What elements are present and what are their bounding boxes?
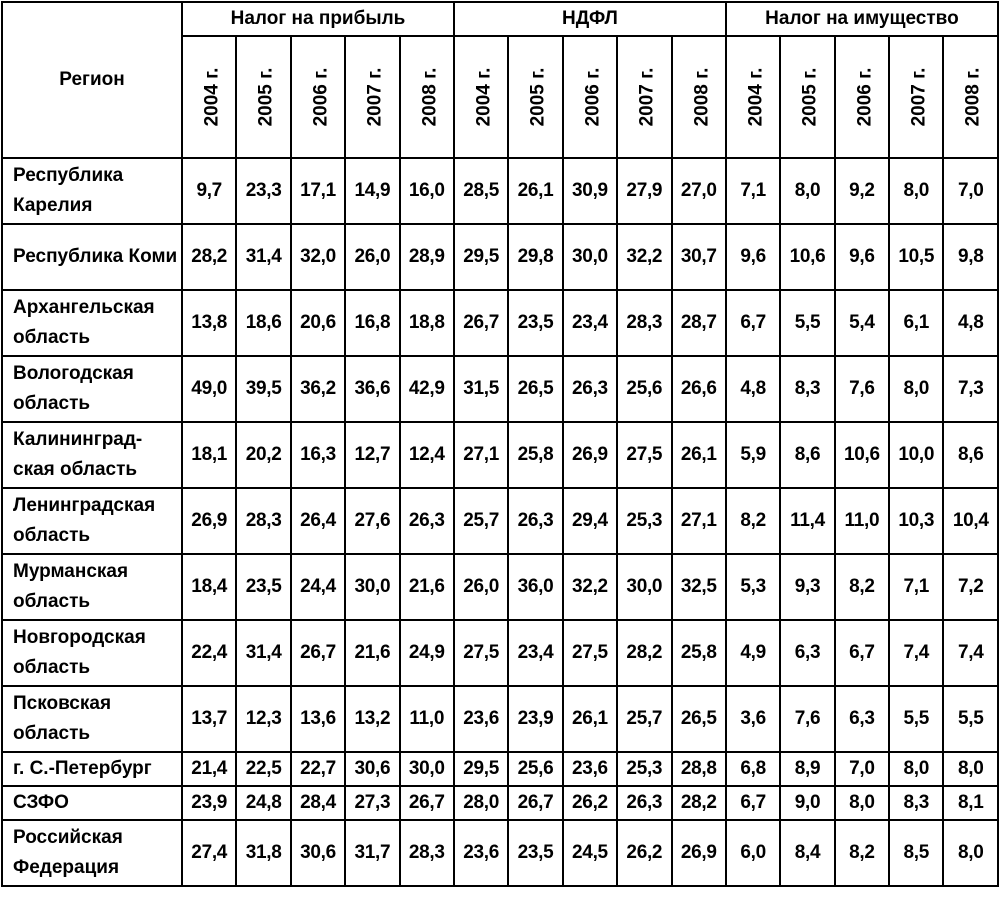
- value-cell: 11,4: [780, 488, 834, 554]
- group-header-ndfl: НДФЛ: [454, 2, 726, 36]
- table-row: [2, 224, 998, 290]
- value-cell: 16,3: [291, 422, 345, 488]
- year-label: 2007 г.: [364, 67, 386, 127]
- value-cell: 27,9: [617, 158, 671, 224]
- value-cell: 20,6: [291, 290, 345, 356]
- value-cell: 30,0: [345, 554, 399, 620]
- year-label: 2006 г.: [310, 67, 332, 127]
- value-cell: 28,2: [182, 224, 236, 290]
- value-cell: 8,5: [889, 820, 943, 886]
- year-header: [236, 36, 290, 158]
- value-cell: 11,0: [400, 686, 454, 752]
- value-cell: 26,7: [454, 290, 508, 356]
- value-cell: 30,0: [563, 224, 617, 290]
- table-row: [2, 356, 998, 422]
- value-cell: 30,7: [672, 224, 726, 290]
- value-cell: 31,4: [236, 224, 290, 290]
- value-cell: 21,4: [182, 752, 236, 786]
- value-cell: 5,9: [726, 422, 780, 488]
- value-cell: 30,0: [400, 752, 454, 786]
- value-cell: 27,5: [563, 620, 617, 686]
- value-cell: 13,2: [345, 686, 399, 752]
- value-cell: 24,5: [563, 820, 617, 886]
- region-cell: г. С.-Петербург: [2, 752, 182, 786]
- value-cell: 8,6: [780, 422, 834, 488]
- value-cell: 26,5: [508, 356, 562, 422]
- value-cell: 4,8: [726, 356, 780, 422]
- value-cell: 8,1: [943, 786, 998, 820]
- table-row: [2, 488, 998, 554]
- year-header: [563, 36, 617, 158]
- table-row: [2, 620, 998, 686]
- value-cell: 18,6: [236, 290, 290, 356]
- value-cell: 36,2: [291, 356, 345, 422]
- value-cell: 6,3: [835, 686, 889, 752]
- value-cell: 27,1: [672, 488, 726, 554]
- value-cell: 8,2: [835, 820, 889, 886]
- value-cell: 8,0: [835, 786, 889, 820]
- value-cell: 8,2: [726, 488, 780, 554]
- value-cell: 23,4: [563, 290, 617, 356]
- value-cell: 8,6: [943, 422, 998, 488]
- value-cell: 9,6: [835, 224, 889, 290]
- value-cell: 27,1: [454, 422, 508, 488]
- value-cell: 16,8: [345, 290, 399, 356]
- value-cell: 8,9: [780, 752, 834, 786]
- year-header: [291, 36, 345, 158]
- value-cell: 26,9: [182, 488, 236, 554]
- year-label: 2004 г.: [745, 67, 767, 127]
- value-cell: 31,8: [236, 820, 290, 886]
- value-cell: 7,6: [780, 686, 834, 752]
- value-cell: 25,7: [617, 686, 671, 752]
- value-cell: 6,1: [889, 290, 943, 356]
- value-cell: 26,3: [563, 356, 617, 422]
- value-cell: 23,5: [508, 290, 562, 356]
- value-cell: 14,9: [345, 158, 399, 224]
- value-cell: 32,5: [672, 554, 726, 620]
- region-cell: Вологодская область: [2, 356, 182, 422]
- value-cell: 42,9: [400, 356, 454, 422]
- value-cell: 8,0: [943, 752, 998, 786]
- header-group-row: [2, 2, 998, 36]
- value-cell: 4,8: [943, 290, 998, 356]
- region-column-header: Регион: [2, 2, 182, 158]
- value-cell: 49,0: [182, 356, 236, 422]
- value-cell: 26,6: [672, 356, 726, 422]
- value-cell: 23,3: [236, 158, 290, 224]
- value-cell: 26,3: [617, 786, 671, 820]
- year-header: [943, 36, 998, 158]
- table-row: [2, 820, 998, 886]
- value-cell: 8,0: [889, 356, 943, 422]
- value-cell: 25,8: [672, 620, 726, 686]
- value-cell: 32,0: [291, 224, 345, 290]
- value-cell: 5,5: [943, 686, 998, 752]
- value-cell: 39,5: [236, 356, 290, 422]
- value-cell: 10,6: [835, 422, 889, 488]
- value-cell: 8,3: [889, 786, 943, 820]
- value-cell: 10,3: [889, 488, 943, 554]
- value-cell: 18,4: [182, 554, 236, 620]
- table-body: [2, 158, 998, 886]
- value-cell: 25,6: [617, 356, 671, 422]
- region-cell: Республика Карелия: [2, 158, 182, 224]
- value-cell: 32,2: [617, 224, 671, 290]
- value-cell: 26,0: [345, 224, 399, 290]
- year-label: 2005 г.: [255, 67, 277, 127]
- value-cell: 25,7: [454, 488, 508, 554]
- value-cell: 28,3: [236, 488, 290, 554]
- value-cell: 8,3: [780, 356, 834, 422]
- value-cell: 10,6: [780, 224, 834, 290]
- table-row: [2, 158, 998, 224]
- value-cell: 10,5: [889, 224, 943, 290]
- region-cell: СЗФО: [2, 786, 182, 820]
- value-cell: 7,3: [943, 356, 998, 422]
- value-cell: 12,7: [345, 422, 399, 488]
- value-cell: 18,1: [182, 422, 236, 488]
- value-cell: 30,6: [291, 820, 345, 886]
- value-cell: 9,6: [726, 224, 780, 290]
- value-cell: 9,3: [780, 554, 834, 620]
- value-cell: 12,4: [400, 422, 454, 488]
- value-cell: 3,6: [726, 686, 780, 752]
- value-cell: 13,7: [182, 686, 236, 752]
- value-cell: 7,2: [943, 554, 998, 620]
- value-cell: 23,5: [508, 820, 562, 886]
- value-cell: 26,1: [563, 686, 617, 752]
- value-cell: 36,0: [508, 554, 562, 620]
- year-header: [400, 36, 454, 158]
- value-cell: 32,2: [563, 554, 617, 620]
- value-cell: 30,9: [563, 158, 617, 224]
- value-cell: 13,8: [182, 290, 236, 356]
- value-cell: 24,8: [236, 786, 290, 820]
- value-cell: 28,5: [454, 158, 508, 224]
- value-cell: 9,2: [835, 158, 889, 224]
- value-cell: 22,4: [182, 620, 236, 686]
- value-cell: 26,9: [672, 820, 726, 886]
- value-cell: 28,3: [400, 820, 454, 886]
- value-cell: 4,9: [726, 620, 780, 686]
- year-header: [454, 36, 508, 158]
- value-cell: 31,4: [236, 620, 290, 686]
- region-cell: Архангельская область: [2, 290, 182, 356]
- table-row: [2, 554, 998, 620]
- value-cell: 29,5: [454, 752, 508, 786]
- value-cell: 26,3: [508, 488, 562, 554]
- value-cell: 21,6: [345, 620, 399, 686]
- year-header: [726, 36, 780, 158]
- value-cell: 26,7: [400, 786, 454, 820]
- year-label: 2006 г.: [582, 67, 604, 127]
- value-cell: 17,1: [291, 158, 345, 224]
- value-cell: 31,7: [345, 820, 399, 886]
- region-cell: Мурманская область: [2, 554, 182, 620]
- value-cell: 26,1: [508, 158, 562, 224]
- table-row: [2, 422, 998, 488]
- value-cell: 7,4: [943, 620, 998, 686]
- value-cell: 24,4: [291, 554, 345, 620]
- value-cell: 26,0: [454, 554, 508, 620]
- value-cell: 30,6: [345, 752, 399, 786]
- value-cell: 9,0: [780, 786, 834, 820]
- year-label: 2007 г.: [908, 67, 930, 127]
- value-cell: 26,1: [672, 422, 726, 488]
- year-header: [672, 36, 726, 158]
- value-cell: 7,1: [889, 554, 943, 620]
- value-cell: 36,6: [345, 356, 399, 422]
- value-cell: 23,5: [236, 554, 290, 620]
- value-cell: 25,8: [508, 422, 562, 488]
- value-cell: 8,0: [780, 158, 834, 224]
- value-cell: 7,0: [835, 752, 889, 786]
- region-cell: Новгородская область: [2, 620, 182, 686]
- value-cell: 26,4: [291, 488, 345, 554]
- value-cell: 28,8: [672, 752, 726, 786]
- value-cell: 30,0: [617, 554, 671, 620]
- value-cell: 6,7: [835, 620, 889, 686]
- value-cell: 16,0: [400, 158, 454, 224]
- value-cell: 23,6: [563, 752, 617, 786]
- year-header: [780, 36, 834, 158]
- value-cell: 9,8: [943, 224, 998, 290]
- value-cell: 22,7: [291, 752, 345, 786]
- tax-share-table: [1, 1, 999, 887]
- value-cell: 20,2: [236, 422, 290, 488]
- value-cell: 9,7: [182, 158, 236, 224]
- region-cell: Псковская область: [2, 686, 182, 752]
- year-header: [617, 36, 671, 158]
- value-cell: 6,8: [726, 752, 780, 786]
- value-cell: 29,4: [563, 488, 617, 554]
- value-cell: 26,9: [563, 422, 617, 488]
- value-cell: 6,3: [780, 620, 834, 686]
- year-header: [345, 36, 399, 158]
- value-cell: 7,4: [889, 620, 943, 686]
- value-cell: 18,8: [400, 290, 454, 356]
- value-cell: 26,7: [291, 620, 345, 686]
- value-cell: 27,4: [182, 820, 236, 886]
- region-cell: Российская Федерация: [2, 820, 182, 886]
- region-cell: Республика Коми: [2, 224, 182, 290]
- year-label: 2008 г.: [418, 67, 440, 127]
- value-cell: 23,9: [508, 686, 562, 752]
- value-cell: 10,0: [889, 422, 943, 488]
- value-cell: 28,2: [617, 620, 671, 686]
- year-header: [835, 36, 889, 158]
- region-cell: Ленинградская область: [2, 488, 182, 554]
- value-cell: 5,3: [726, 554, 780, 620]
- value-cell: 23,9: [182, 786, 236, 820]
- value-cell: 28,0: [454, 786, 508, 820]
- value-cell: 27,5: [617, 422, 671, 488]
- value-cell: 27,0: [672, 158, 726, 224]
- year-header: [889, 36, 943, 158]
- value-cell: 28,7: [672, 290, 726, 356]
- value-cell: 8,0: [943, 820, 998, 886]
- value-cell: 8,0: [889, 158, 943, 224]
- group-header-profit-tax: Налог на прибыль: [182, 2, 454, 36]
- value-cell: 13,6: [291, 686, 345, 752]
- year-header: [182, 36, 236, 158]
- value-cell: 7,6: [835, 356, 889, 422]
- value-cell: 29,5: [454, 224, 508, 290]
- year-label: 2004 г.: [201, 67, 223, 127]
- table-row: [2, 686, 998, 752]
- value-cell: 12,3: [236, 686, 290, 752]
- value-cell: 6,7: [726, 290, 780, 356]
- value-cell: 23,6: [454, 820, 508, 886]
- value-cell: 26,2: [617, 820, 671, 886]
- value-cell: 26,5: [672, 686, 726, 752]
- year-label: 2005 г.: [799, 67, 821, 127]
- value-cell: 27,5: [454, 620, 508, 686]
- value-cell: 6,7: [726, 786, 780, 820]
- year-label: 2007 г.: [636, 67, 658, 127]
- value-cell: 8,0: [889, 752, 943, 786]
- value-cell: 28,9: [400, 224, 454, 290]
- table-row: [2, 752, 998, 786]
- value-cell: 26,3: [400, 488, 454, 554]
- value-cell: 25,6: [508, 752, 562, 786]
- value-cell: 8,4: [780, 820, 834, 886]
- value-cell: 28,3: [617, 290, 671, 356]
- value-cell: 22,5: [236, 752, 290, 786]
- value-cell: 25,3: [617, 488, 671, 554]
- value-cell: 6,0: [726, 820, 780, 886]
- value-cell: 5,4: [835, 290, 889, 356]
- year-label: 2008 г.: [962, 67, 984, 127]
- value-cell: 24,9: [400, 620, 454, 686]
- value-cell: 5,5: [889, 686, 943, 752]
- value-cell: 27,6: [345, 488, 399, 554]
- year-header: [508, 36, 562, 158]
- value-cell: 29,8: [508, 224, 562, 290]
- table-row: [2, 786, 998, 820]
- value-cell: 23,6: [454, 686, 508, 752]
- value-cell: 21,6: [400, 554, 454, 620]
- value-cell: 7,0: [943, 158, 998, 224]
- value-cell: 5,5: [780, 290, 834, 356]
- value-cell: 25,3: [617, 752, 671, 786]
- value-cell: 28,2: [672, 786, 726, 820]
- value-cell: 8,2: [835, 554, 889, 620]
- year-label: 2005 г.: [527, 67, 549, 127]
- value-cell: 26,2: [563, 786, 617, 820]
- group-header-property-tax: Налог на имущество: [726, 2, 998, 36]
- value-cell: 23,4: [508, 620, 562, 686]
- value-cell: 26,7: [508, 786, 562, 820]
- value-cell: 27,3: [345, 786, 399, 820]
- value-cell: 11,0: [835, 488, 889, 554]
- value-cell: 31,5: [454, 356, 508, 422]
- year-label: 2006 г.: [854, 67, 876, 127]
- year-label: 2004 г.: [473, 67, 495, 127]
- value-cell: 7,1: [726, 158, 780, 224]
- table-row: [2, 290, 998, 356]
- year-label: 2008 г.: [690, 67, 712, 127]
- region-cell: Калининград-ская область: [2, 422, 182, 488]
- value-cell: 10,4: [943, 488, 998, 554]
- value-cell: 28,4: [291, 786, 345, 820]
